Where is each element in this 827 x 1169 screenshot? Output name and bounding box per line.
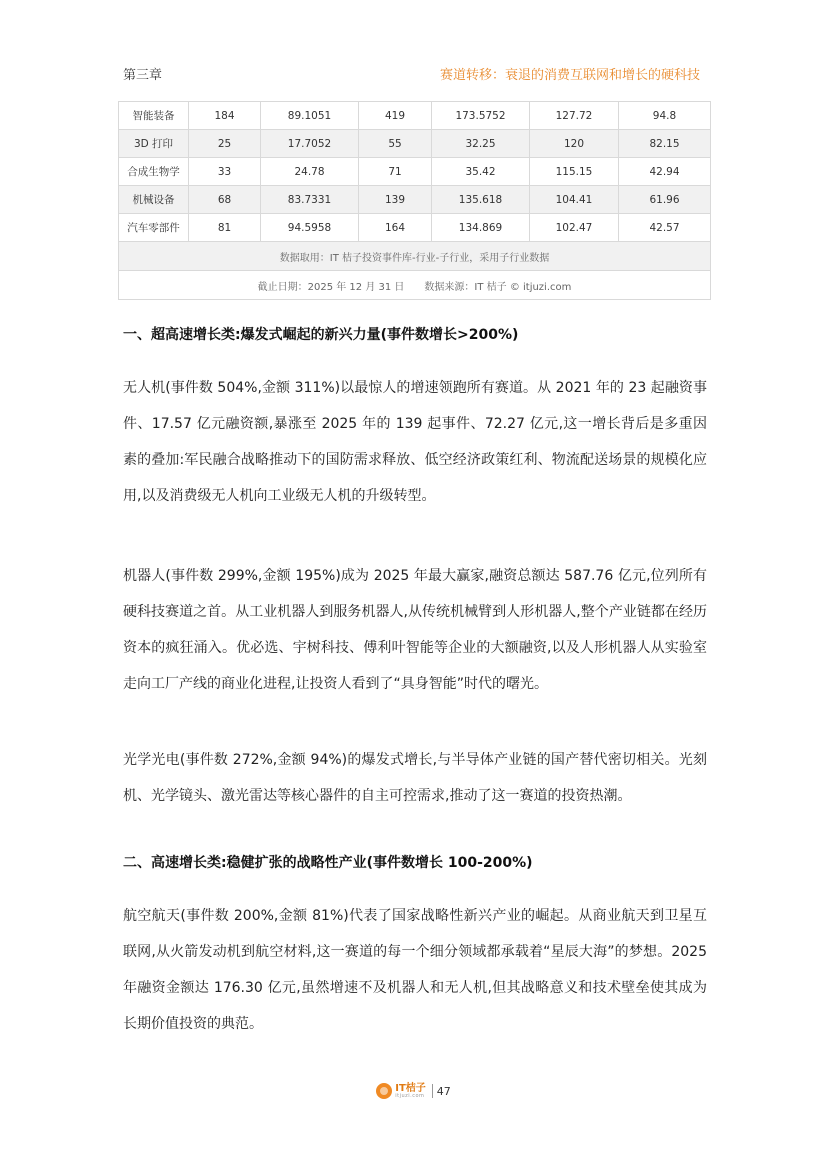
table-cell: 135.618 [432,186,530,214]
table-cell: 71 [359,158,432,186]
logo-text: IT桔子 [395,1082,426,1094]
table-cell: 82.15 [619,130,711,158]
table-row [119,130,711,158]
paragraph-aerospace: 航空航天(事件数 200%,金额 81%)代表了国家战略性新兴产业的崛起。从商业航天到卫星互联网,从火箭发动机到航空材料,这一赛道的每一个细分领域都承载着“星辰大海”的梦想。2025 年融资金额达 176.30 亿元,虽然增速不及机器人和无人机,但其战略意义和技术壁垒使其成为长期价值投资的典范。 [123,908,707,1032]
table-row [119,186,711,214]
table-cell: 61.96 [619,186,711,214]
table-cell: 42.94 [619,158,711,186]
table-cell: 33 [189,158,261,186]
table-cell: 120 [530,130,619,158]
table-cell: 81 [189,214,261,242]
table-cell: 25 [189,130,261,158]
paragraph-robot: 机器人(事件数 299%,金额 195%)成为 2025 年最大赢家,融资总额达 587.76 亿元,位列所有硬科技赛道之首。从工业机器人到服务机器人,从传统机械臂到人形机器人,整个产业链都在经历资本的疯狂涌入。优必选、宇树科技、傅利叶智能等企业的大额融资,以及人形机器人从实验室走向工厂产线的商业化进程,让投资人看到了“具身智能”时代的曙光。 [123,568,707,692]
section-title-high-growth: 二、高速增长类:稳健扩张的战略性产业(事件数增长 100-200%) [123,855,533,871]
footer-divider [432,1084,433,1098]
table-cell: 55 [359,130,432,158]
table-cell: 24.78 [261,158,359,186]
paragraph-optics: 光学光电(事件数 272%,金额 94%)的爆发式增长,与半导体产业链的国产替代密切相关。光刻机、光学镜头、激光雷达等核心器件的自主可控需求,推动了这一赛道的投资热潮。 [123,752,707,804]
table-source-note: 数据取用：IT 桔子投资事件库-行业-子行业，采用子行业数据 [119,242,711,271]
itjuzi-logo [376,1083,426,1099]
table-cell: 173.5752 [432,102,530,130]
table-cell: 17.7052 [261,130,359,158]
table-cell: 3D 打印 [119,130,189,158]
logo-subtext: itjuzi.com [395,1092,425,1099]
table-cell: 134.869 [432,214,530,242]
table-cell: 汽车零部件 [119,214,189,242]
table-row [119,102,711,130]
table-cell: 94.8 [619,102,711,130]
table-cell: 184 [189,102,261,130]
table-cell: 机械设备 [119,186,189,214]
table-cell: 102.47 [530,214,619,242]
table-note-row [119,242,711,271]
table-cell: 127.72 [530,102,619,130]
table-cell: 94.5958 [261,214,359,242]
table-cell: 164 [359,214,432,242]
table-note-row [119,271,711,300]
page-number: 47 [436,1084,451,1098]
table-cell: 42.57 [619,214,711,242]
paragraph-drone: 无人机(事件数 504%,金额 311%)以最惊人的增速领跑所有赛道。从 2021 年的 23 起融资事件、17.57 亿元融资额,暴涨至 2025 年的 139 起事件、72.27 亿元,这一增长背后是多重因素的叠加:军民融合战略推动下的国防需求释放、低空经济政策红利、物流配送场景的规模化应用,以及消费级无人机向工业级无人机的升级转型。 [123,380,707,504]
table-cell: 89.1051 [261,102,359,130]
table-cell: 智能装备 [119,102,189,130]
data-table [118,101,711,300]
table-cell: 68 [189,186,261,214]
orange-logo-icon [376,1083,392,1099]
section-title-ultra-growth: 一、超高速增长类:爆发式崛起的新兴力量(事件数增长>200%) [123,327,519,343]
chapter-title: 赛道转移：衰退的消费互联网和增长的硬科技 [439,68,700,83]
table-cell: 32.25 [432,130,530,158]
table-date-source: 截止日期：2025 年 12 月 31 日 数据来源：IT 桔子 © itjuzi.com [119,271,711,300]
table-cell: 合成生物学 [119,158,189,186]
table-cell: 83.7331 [261,186,359,214]
table-cell: 419 [359,102,432,130]
table-cell: 115.15 [530,158,619,186]
page-footer [0,1083,827,1099]
table-cell: 139 [359,186,432,214]
table-row [119,158,711,186]
table-cell: 35.42 [432,158,530,186]
table-row [119,214,711,242]
chapter-label: 第三章 [123,68,163,83]
table-cell: 104.41 [530,186,619,214]
